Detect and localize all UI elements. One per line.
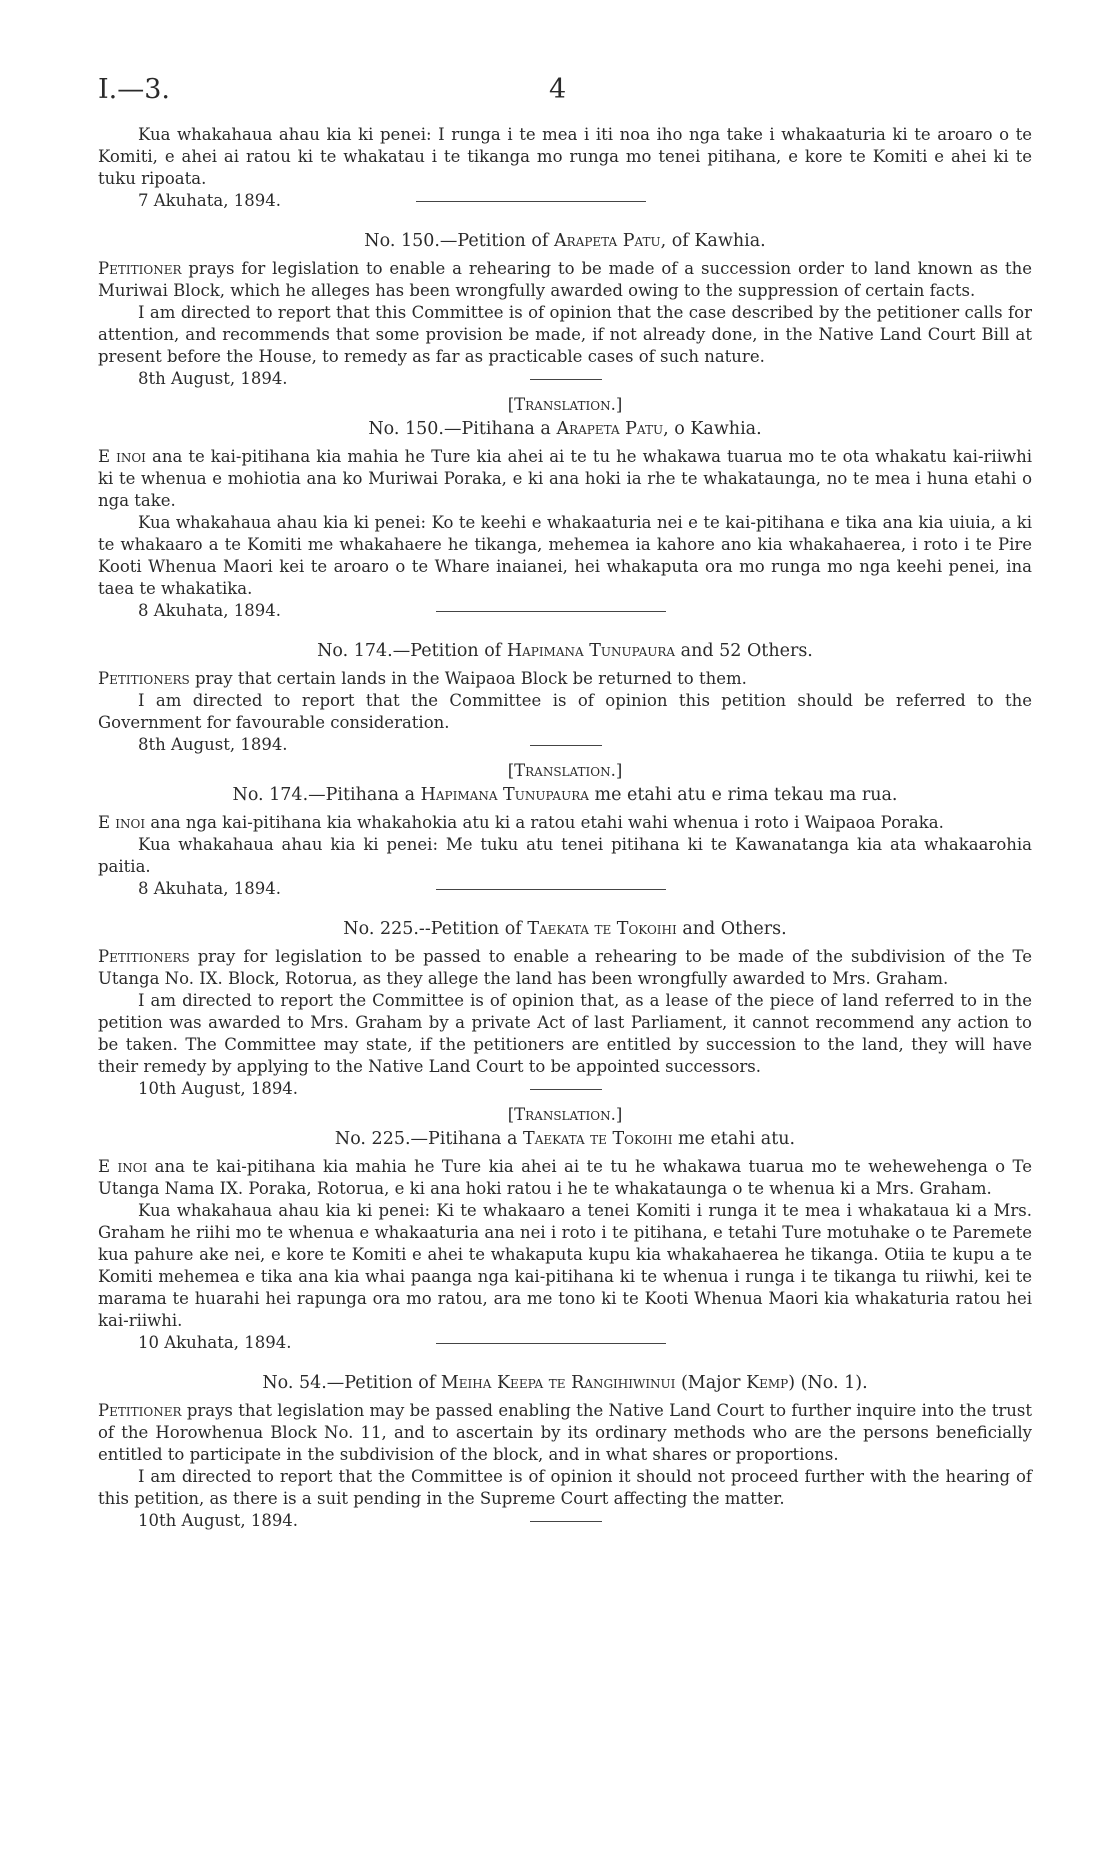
petition-54-date: 10th August, 1894.: [98, 1510, 1032, 1532]
petition-225-prayer: Petitioners pray for legislation to be passed to enable a rehearing to be made of the subdivision of the Te Utanga No. IX. Block, Rotorua, as they allege the land has been wrongfully awarded to Mrs. Graham.: [98, 947, 1032, 988]
pitihana-225-date: 10 Akuhata, 1894.: [98, 1332, 1032, 1354]
intro-date: 7 Akuhata, 1894.: [98, 190, 1032, 212]
separator-rule: [530, 1521, 602, 1522]
separator-rule: [436, 611, 666, 612]
paper-reference: I.—3.: [98, 74, 171, 105]
pitihana-150-prayer: E inoi ana te kai-pitihana kia mahia he Ture kia ahei ai te tu he whakawa tuarua mo te ota whakatu kai-riiwhi ki te whenua e mohiotia ana ko Muriwai Poraka, e ki ana hoki ia rhe te whakataunga, no te mea i huna etahi o nga take.: [98, 447, 1033, 510]
petition-150-report: I am directed to report that this Committee is of opinion that the case described by the petitioner calls for attention, and recommends that some provision be made, if not already done, in the Native Land Court Bill at present before the House, to remedy as far as practicable cases of such nature.: [98, 303, 1032, 366]
petition-174-date: 8th August, 1894.: [98, 734, 1032, 756]
petition-174-prayer: Petitioners pray that certain lands in the Waipaoa Block be returned to them.: [98, 669, 747, 688]
petition-54-prayer: Petitioner prays that legislation may be passed enabling the Native Land Court to further inquire into the trust of the Horowhenua Block No. 11, and to ascertain by its ordinary methods who are the persons beneficially entitled to participate in the subdivision of the block, and in what shares or proportions.: [98, 1401, 1032, 1464]
pitihana-150-date: 8 Akuhata, 1894.: [98, 600, 1032, 622]
petition-54-report: I am directed to report that the Committee is of opinion it should not proceed further with the hearing of this petition, as there is a suit pending in the Supreme Court affecting the matter.: [98, 1467, 1032, 1508]
pitihana-174-report: Kua whakahaua ahau kia ki penei: Me tuku atu tenei pitihana ki te Kawanatanga kia ata whakaarohia paitia.: [98, 835, 1032, 876]
pitihana-174-date: 8 Akuhata, 1894.: [98, 878, 1032, 900]
intro-paragraph: Kua whakahaua ahau kia ki penei: I runga i te mea i iti noa iho nga take i whakaaturia ki te aroaro o te Komiti, e ahei ai ratou ki te whakatau i te tikanga mo runga mo tenei pitihana, e kore te Komiti e ahei ki te tuku ripoata.: [98, 125, 1032, 188]
petition-174-heading: No. 174.—Petition of Hapimana Tunupaura and 52 Others.: [317, 641, 813, 661]
petition-225-report: I am directed to report the Committee is of opinion that, as a lease of the piece of land referred to in the petition was awarded to Mrs. Graham by a private Act of last Parliament, it cannot recommend any action to be taken. The Committee may state, if the petitioners are entitled by succession to the land, they will have their remedy by applying to the Native Land Court to be appointed successors.: [98, 991, 1032, 1076]
petition-54-heading: No. 54.—Petition of Meiha Keepa te Rangihiwinui (Major Kemp) (No. 1).: [262, 1373, 868, 1393]
separator-rule: [436, 889, 666, 890]
pitihana-225-prayer: E inoi ana te kai-pitihana kia mahia he Ture kia ahei ai te tu he whakawa tuarua mo te wehewehenga o Te Utanga Nama IX. Poraka, Rotorua, e ki ana hoki ratou i he te whakataunga o te whenua ki a Mrs. Graham.: [98, 1157, 1033, 1198]
page-body: [98, 124, 1032, 1532]
translation-label: [Translation.]: [507, 1105, 623, 1124]
petition-225-date: 10th August, 1894.: [98, 1078, 1032, 1100]
petition-150-prayer: Petitioner prays for legislation to enable a rehearing to be made of a succession order to land known as the Muriwai Block, which he alleges has been wrongfully awarded owing to the suppression of certain facts.: [98, 259, 1032, 300]
petition-174-report: I am directed to report that the Committee is of opinion this petition should be referred to the Government for favourable consideration.: [98, 691, 1032, 732]
petition-225-heading: No. 225.--Petition of Taekata te Tokoihi and Others.: [343, 919, 787, 939]
separator-rule: [530, 1089, 602, 1090]
pitihana-150-report: Kua whakahaua ahau kia ki penei: Ko te keehi e whakaaturia nei e te kai-pitihana e tika ana kia uiuia, a ki te whakaaro a te Komiti me whakahaere he tikanga, mehemea ia kahore ano kia whakahaerea, i roto i te Pire Kooti Whenua Maori kei te aroaro o te Whare inaianei, hei whakaputa ora mo runga mo nga keehi penei, ina taea te whakatika.: [98, 513, 1032, 598]
pitihana-174-prayer: E inoi ana nga kai-pitihana kia whakahokia atu ki a ratou etahi wahi whenua i roto i Waipaoa Poraka.: [98, 813, 944, 832]
separator-rule: [530, 379, 602, 380]
separator-rule: [530, 745, 602, 746]
separator-rule: [436, 1343, 666, 1344]
translation-label: [Translation.]: [507, 395, 623, 414]
petition-150-heading: No. 150.—Petition of Arapeta Patu, of Kawhia.: [364, 231, 766, 251]
separator-rule: [416, 201, 646, 202]
translation-label: [Translation.]: [507, 761, 623, 780]
petition-150-date: 8th August, 1894.: [98, 368, 1032, 390]
pitihana-150-heading: No. 150.—Pitihana a Arapeta Patu, o Kawhia.: [368, 419, 762, 439]
pitihana-225-heading: No. 225.—Pitihana a Taekata te Tokoihi me etahi atu.: [334, 1129, 796, 1149]
pitihana-225-report: Kua whakahaua ahau kia ki penei: Ki te whakaaro a tenei Komiti i runga it te mea i whakataua ki a Mrs. Graham he riihi mo te whenua e whakaaturia ana nei i roto i te pitihana, e tetahi Ture motuhake o te Paremete kua pahure ake nei, e kore te Komiti e ahei te whakaputa kupu kia whakahaerea he tikanga. Otiia te kupu a te Komiti mehemea e tika ana kia whai paanga nga kai-pitihana ki te whenua i runga i te tikanga tu riiwhi, kei te marama te huarahi hei rapunga ora mo ratou, ara me tono ki te Kooti Whenua Maori kia whakaturia ratou hei kai-riiwhi.: [98, 1201, 1032, 1330]
page-number: 4: [549, 74, 567, 105]
pitihana-174-heading: No. 174.—Pitihana a Hapimana Tunupaura me etahi atu e rima tekau ma rua.: [232, 785, 898, 805]
